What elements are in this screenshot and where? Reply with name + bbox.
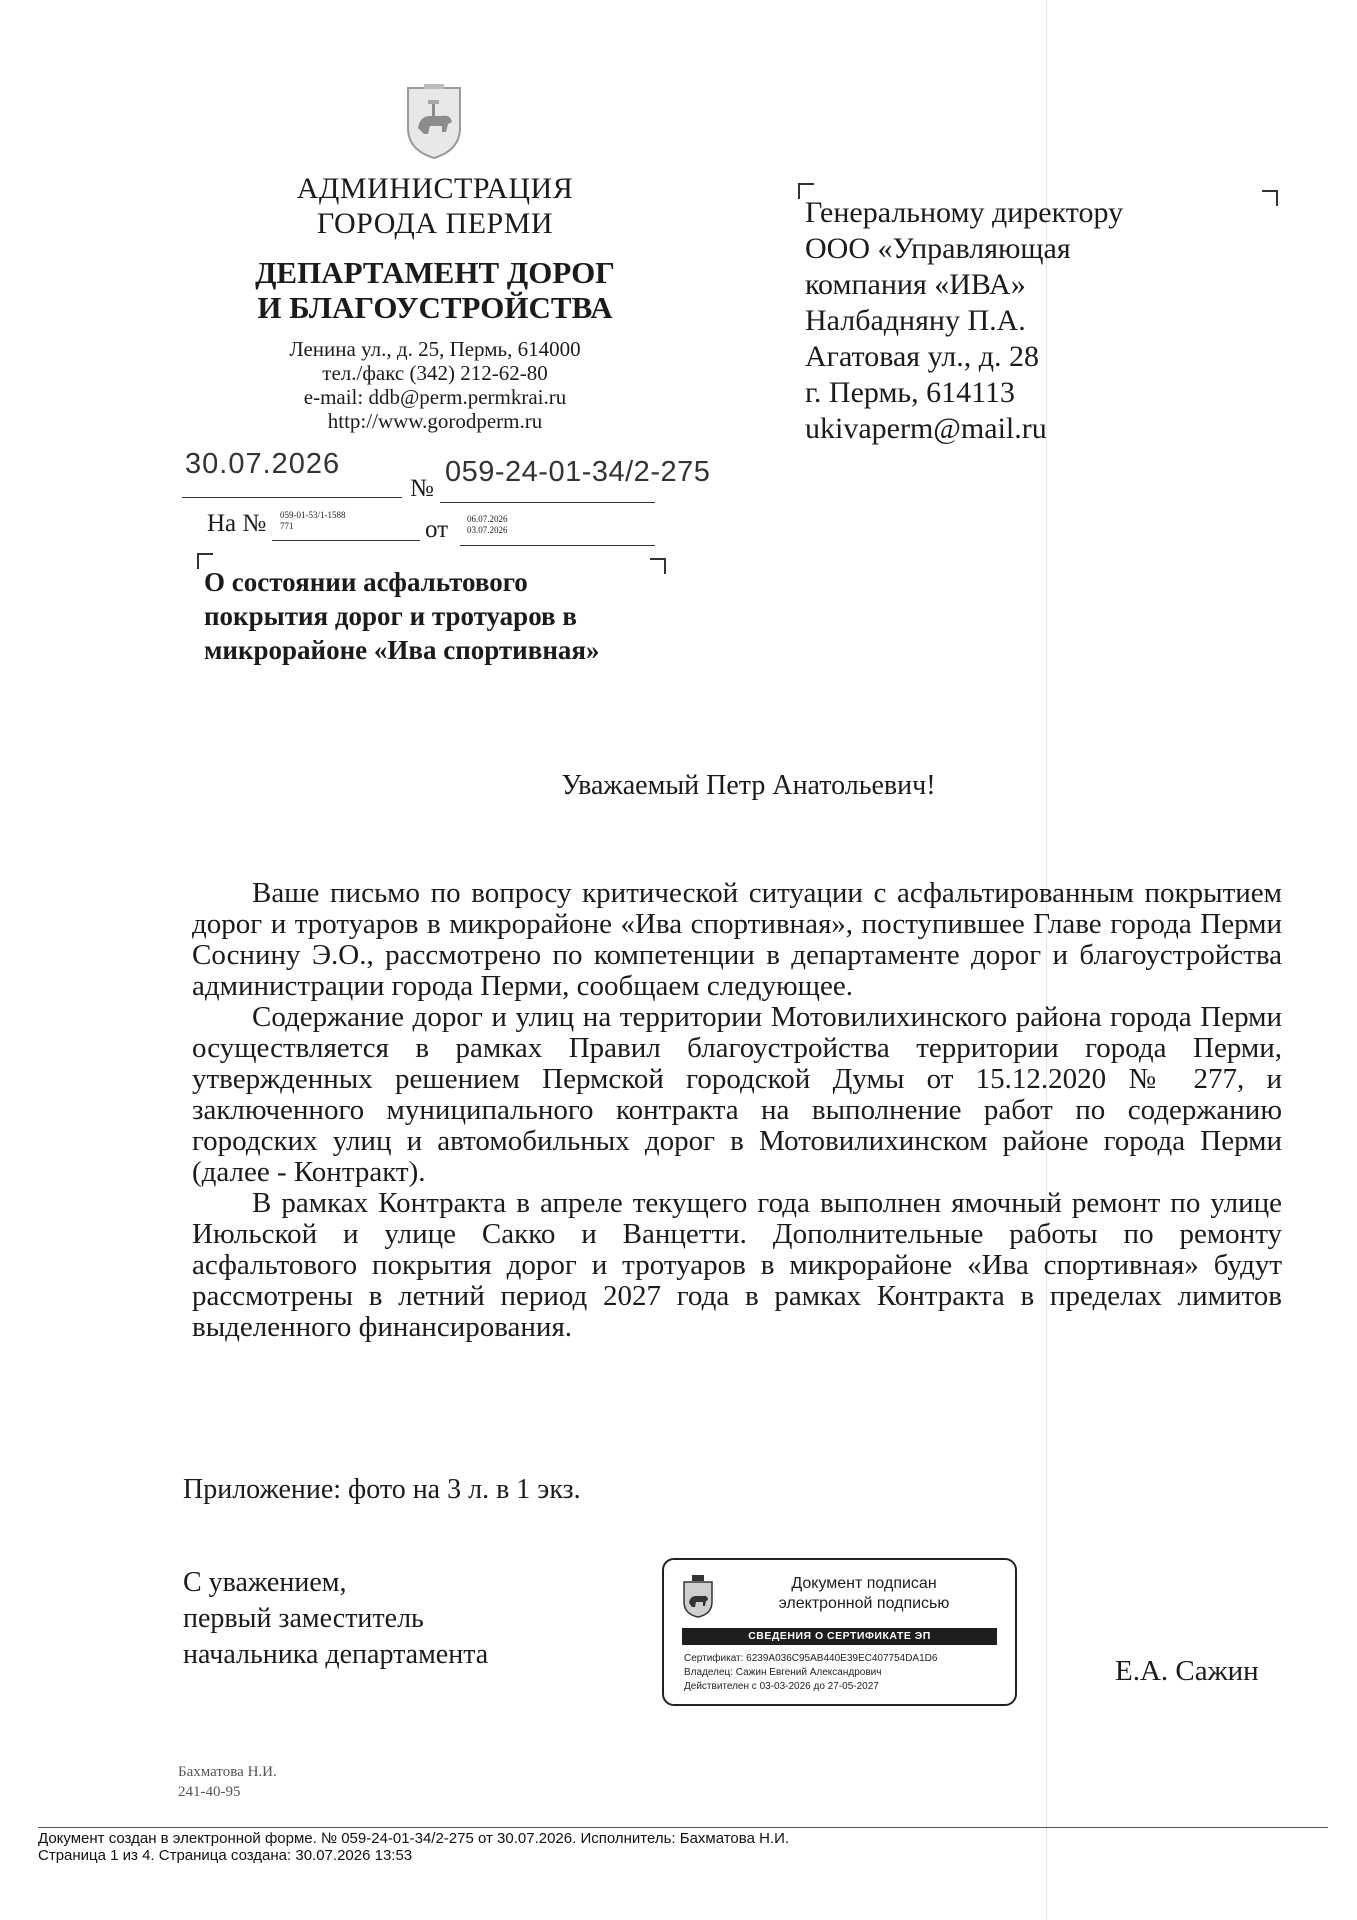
body-paragraph: В рамках Контракта в апреле текущего года выполнен ямочный ремонт по улице Июльской и улице Сакко и Ванцетти. Дополнительные работы по ремонту асфальтового покрытия дорог и тротуаров в микрорайоне «Ива спортивная» будут рассмотрены в летний период 2027 года в рамках Контракта в пределах лимитов выделенного финансирования.	[192, 1187, 1282, 1343]
executor-block	[178, 1762, 277, 1802]
reference-underline	[272, 540, 420, 541]
signature-position: начальника департамента	[183, 1639, 489, 1670]
registration-number-label: №	[410, 475, 434, 502]
recipient-line: Агатовая ул., д. 28	[805, 340, 1040, 373]
reference-number: 771	[280, 521, 294, 531]
recipient-line: ООО «Управляющая	[805, 232, 1071, 265]
footer-line: Документ создан в электронной форме. № 059-24-01-34/2-275 от 30.07.2026. Исполнитель: Бахматова Н.И.	[38, 1830, 790, 1847]
subject-line: покрытия дорог и тротуаров в	[204, 601, 577, 631]
reference-from-label: от	[425, 516, 449, 543]
subject-line: О состоянии асфальтового	[204, 567, 528, 597]
greeting: Уважаемый Петр Анатольевич!	[561, 770, 936, 801]
header-dept-line1: ДЕПАРТАМЕНТ ДОРОГ	[255, 255, 615, 290]
stamp-owner: Владелец: Сажин Евгений Александрович	[684, 1667, 882, 1678]
header-admin-line1: АДМИНИСТРАЦИЯ	[296, 172, 574, 205]
body-paragraph: Ваше письмо по вопросу критической ситуации с асфальтированным покрытием дорог и тротуаров в микрорайоне «Ива спортивная», поступившее Главе города Перми Соснину Э.О., рассмотрено по компетенции в департаменте дорог и благоустройства администрации города Перми, сообщаем следующее.	[192, 877, 1282, 1002]
signature-position: первый заместитель	[183, 1603, 424, 1634]
recipient-email: ukivaperm@mail.ru	[805, 412, 1047, 445]
stamp-title-line: Документ подписан	[791, 1575, 937, 1592]
reference-numbers	[280, 510, 346, 532]
date-underline	[182, 497, 402, 498]
reference-date-underline	[460, 545, 655, 546]
registration-number: 059-24-01-34/2-275	[445, 456, 711, 488]
attachment-note: Приложение: фото на 3 л. в 1 экз.	[183, 1474, 581, 1505]
reference-label: На №	[207, 510, 267, 537]
subject-block	[204, 565, 674, 667]
recipient-line: компания «ИВА»	[805, 268, 1026, 301]
stamp-title-line: электронной подписью	[778, 1595, 950, 1612]
recipient-line: г. Пермь, 614113	[805, 376, 1015, 409]
reference-date: 06.07.2026	[467, 514, 508, 524]
recipient-corner-right	[1262, 190, 1278, 206]
recipient-line: Налбадняну П.А.	[805, 304, 1026, 337]
recipient-block	[805, 195, 1123, 447]
footer-line: Страница 1 из 4. Страница создана: 30.07.2026 13:53	[38, 1847, 413, 1864]
registration-date: 30.07.2026	[185, 448, 341, 480]
reference-date: 03.07.2026	[467, 525, 508, 535]
signature-closing: С уважением,	[183, 1567, 347, 1598]
body-text	[192, 878, 1282, 1343]
reference-dates	[467, 514, 508, 536]
stamp-title	[724, 1574, 1004, 1614]
signer-name: Е.А. Сажин	[1115, 1655, 1259, 1687]
body-paragraph: Содержание дорог и улиц на территории Мотовилихинского района города Перми осуществляется в рамках Правил благоустройства территории города Перми, утвержденных решением Пермской городской Думы от 15.12.2020 № 277, и заключенного муниципального контракта на выполнение работ по содержанию городских улиц и автомобильных дорог в Мотовилихинском районе города Перми (далее - Контракт).	[192, 1001, 1282, 1188]
header-email: e-mail: ddb@perm.permkrai.ru	[303, 385, 567, 409]
header-dept-line2: И БЛАГОУСТРОЙСТВА	[257, 290, 613, 325]
reference-number: 059-01-53/1-1588	[280, 510, 346, 520]
executor-name: Бахматова Н.И.	[178, 1764, 277, 1780]
header-address: Ленина ул., д. 25, Пермь, 614000	[289, 337, 581, 361]
header-phone: тел./факс (342) 212-62-80	[322, 361, 548, 385]
stamp-validity: Действителен с 03-03-2026 до 27-05-2027	[684, 1681, 879, 1692]
number-underline	[440, 502, 655, 503]
stamp-certificate: Сертификат: 6239A036C95AB440E39EC407754DA1D6	[684, 1653, 938, 1664]
recipient-line: Генеральному директору	[805, 196, 1124, 229]
stamp-certificate-header: СВЕДЕНИЯ О СЕРТИФИКАТЕ ЭП	[682, 1628, 997, 1645]
perm-bear-coat-of-arms-icon	[404, 84, 464, 160]
subject-line: микрорайоне «Ива спортивная»	[204, 635, 600, 665]
signature-block	[183, 1565, 488, 1673]
executor-phone: 241-40-95	[178, 1784, 241, 1800]
footer-rule	[38, 1827, 1328, 1828]
header-admin-line2: ГОРОДА ПЕРМИ	[316, 207, 554, 240]
header-website: http://www.gorodperm.ru	[327, 409, 543, 433]
perm-coat-of-arms-icon	[682, 1574, 714, 1618]
electronic-signature-stamp	[662, 1558, 1017, 1706]
